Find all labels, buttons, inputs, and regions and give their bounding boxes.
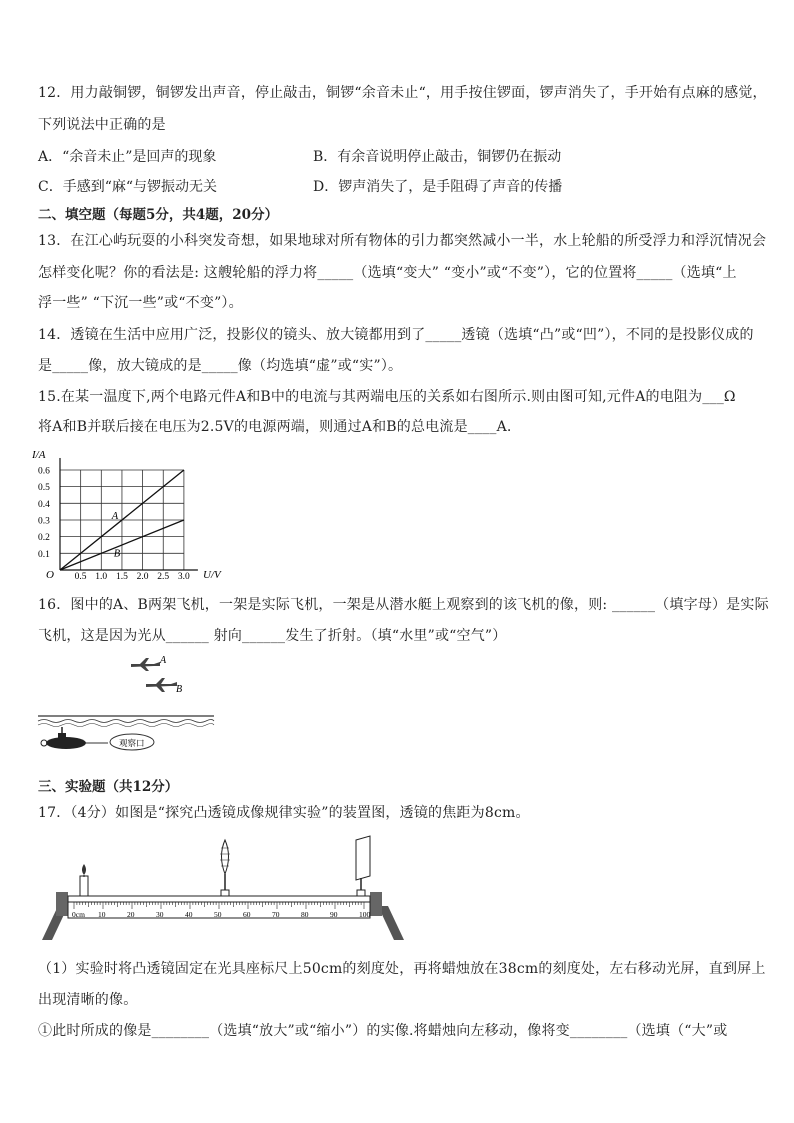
q12-stem-line1: 12．用力敲铜锣，铜锣发出声音，停止敲击，铜锣“余音未止“，用手按住锣面，锣声消失了，手开始有点麻的感觉，: [38, 85, 767, 101]
q15-line2: 将A和B并联后接在电压为2.5V的电源两端，则通过A和B的总电流是____A.: [38, 419, 512, 435]
x-tick-label: 2.5: [157, 572, 170, 582]
bench-end-left: [56, 892, 68, 916]
iu-graph: [30, 446, 230, 586]
q17-sub1-line3: ①此时所成的像是________（选填“放大”或“缩小”）的实像.将蜡烛向左移动，像将变________（选填（“大”或: [38, 1023, 728, 1039]
y-tick-label: 0.2: [38, 533, 50, 544]
plane-b-icon: [146, 678, 177, 692]
q14-line2: 是_____像，放大镜成的是_____像（均选填“虚”或“实”）。: [38, 358, 403, 374]
ruler-label: 70: [272, 910, 280, 919]
q12-option-a: A．“余音未止”是回声的现象: [38, 149, 217, 165]
q17-line1: 17．（4分）如图是“探究凸透镜成像规律实验”的装置图，透镜的焦距为8cm。: [38, 805, 530, 821]
ruler-label: 80: [301, 910, 309, 919]
y-tick-label: 0.6: [38, 466, 50, 477]
ruler-label: 30: [156, 910, 164, 919]
ruler-label: 100: [359, 910, 371, 919]
water-surface: [38, 716, 214, 727]
convex-lens-icon: [220, 840, 230, 896]
plane-b-label: B: [176, 684, 183, 695]
bench-rail: [68, 896, 370, 902]
q16-line2: 飞机，这是因为光从______ 射向______发生了折射。（填“水里”或“空气”）: [38, 628, 507, 644]
q13-line3: 浮一些” “下沉一些”或“不变”）。: [38, 295, 243, 311]
q16-line1: 16．图中的A、B两架飞机，一架是实际飞机，一架是从潜水艇上观察到的该飞机的像，则: ______（填字母）是实际: [38, 597, 769, 613]
q12-option-b: B．有余音说明停止敲击，铜锣仍在振动: [313, 149, 562, 165]
ruler-label: 0cm: [72, 910, 85, 919]
q15-line1: 15.在某一温度下,两个电路元件A和B中的电流与其两端电压的关系如右图所示.则由图可知,元件A的电阻为___Ω: [38, 389, 736, 405]
x-tick-label: 1.5: [115, 572, 128, 582]
submarine-icon: [41, 727, 108, 749]
y-tick-label: 0.5: [38, 483, 50, 494]
x-tick-label: 0.5: [74, 572, 87, 582]
ruler-label: 10: [98, 910, 106, 919]
porthole-label: 观察口: [119, 738, 145, 748]
plane-a-icon: [131, 658, 160, 671]
series-label-B: B: [113, 548, 121, 560]
q17-sub1-line1: （1）实验时将凸透镜固定在光具座标尺上50cm的刻度处，再将蜡烛放在38cm的刻度处，左右移动光屏，直到屏上: [38, 961, 766, 977]
q12-option-c: C．手感到“麻“与锣振动无关: [38, 179, 218, 195]
submarine-figure: [36, 652, 216, 757]
y-tick-label: 0.1: [38, 549, 50, 560]
q13-line1: 13．在江心屿玩耍的小科突发奇想，如果地球对所有物体的引力都突然减小一半，水上轮船的所受浮力和浮沉情况会: [38, 233, 767, 249]
y-tick-label: 0.3: [38, 516, 50, 527]
optical-bench-figure: [38, 834, 410, 946]
q12-stem-line2: 下列说法中正确的是: [38, 117, 166, 133]
ruler-label: 60: [243, 910, 251, 919]
x-axis-label: U/V: [203, 569, 221, 581]
light-screen-icon: [356, 836, 370, 896]
ruler-label: 50: [214, 910, 222, 919]
q17-sub1-line2: 出现清晰的像。: [38, 992, 138, 1008]
x-tick-label: 3.0: [177, 572, 190, 582]
bench-end-right: [370, 892, 382, 916]
q13-line2: 怎样变化呢？你的看法是: 这艘轮船的浮力将_____（选填“变大” “变小”或“不变”），它的位置将_____（选填“上: [38, 265, 737, 281]
q14-line1: 14．透镜在生活中应用广泛，投影仪的镜头、放大镜都用到了_____透镜（选填“凸”或“凹”），不同的是投影仪成的: [38, 327, 754, 343]
q12-option-d: D．锣声消失了，是手阻碍了声音的传播: [313, 179, 563, 195]
section-fill-in-title: 二、填空题（每题5分，共4题，20分）: [38, 207, 279, 223]
candle-icon: [80, 864, 88, 896]
y-axis-label: I/A: [32, 449, 46, 461]
y-tick-label: 0.4: [38, 499, 50, 510]
series-label-A: A: [111, 510, 119, 522]
ruler-label: 20: [127, 910, 135, 919]
x-tick-label: 1.0: [95, 572, 108, 582]
section-experiment-title: 三、实验题（共12分）: [38, 779, 179, 795]
origin-label: O: [46, 569, 54, 581]
ruler-label: 90: [330, 910, 338, 919]
x-tick-label: 2.0: [136, 572, 149, 582]
plane-a-label: A: [160, 655, 167, 666]
ruler-label: 40: [185, 910, 193, 919]
